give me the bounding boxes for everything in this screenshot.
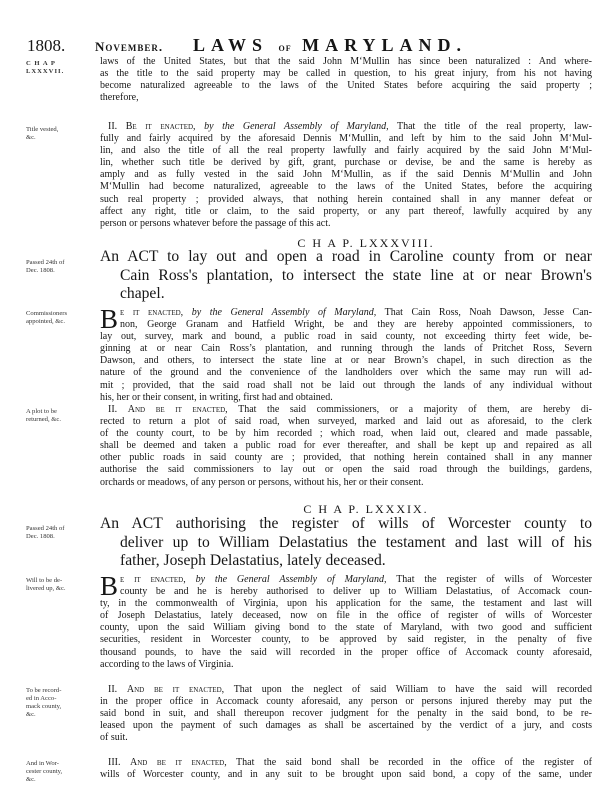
paragraph-section-2 [100, 684, 592, 744]
paragraph-section-3 [100, 757, 592, 781]
text-line: of Joseph Delastatius, lately deceased, now on file in the office of register of wills of Worcester [100, 610, 592, 622]
margin-note [26, 310, 94, 326]
text-line: therefore, [100, 92, 139, 104]
running-title [193, 35, 467, 56]
text-line: person or persons whatever before the passage of this act. [100, 217, 331, 229]
margin-note-line: &c. [26, 711, 36, 718]
text-run: III. [108, 757, 131, 768]
margin-note-line: LXXXVII. [26, 68, 65, 75]
text-line [100, 684, 592, 696]
text-line: according to the laws of Virginia. [100, 658, 234, 670]
text-line: other public roads in said county are ; provided, that nothing herein contained shall in any manner [100, 452, 592, 464]
text-line: county, upon the said William giving bond to the state of Maryland, with two good and sufficient [100, 622, 592, 634]
text-line: of the county court, to be by him recorded ; which road, when laid out, cleared and made passable, [100, 428, 592, 440]
margin-note-line: Will to be de- [26, 577, 63, 584]
margin-note [26, 60, 94, 76]
text-run: That the said bond shall be recorded in the office of the register of [226, 757, 593, 768]
text-line: authorise the said commissioners to lay out or open the said road through the buildings, gardens, [100, 464, 592, 476]
act-title-line: An ACT authorising the register of wills of Worcester county to [100, 515, 592, 532]
assembly-phrase: by the General Assembly of Maryland, [191, 307, 377, 318]
enacting-clause: e it enacted, [120, 307, 192, 318]
act-title [100, 515, 592, 571]
enacting-clause: e it enacted, [120, 574, 196, 585]
margin-note-line: cester county, [26, 768, 63, 775]
title-part: MARYLAND. [291, 35, 467, 55]
enacting-clause: And be it enacted, [127, 404, 228, 415]
margin-note-line: ed in Acco- [26, 695, 57, 702]
text-run: II. [108, 404, 128, 415]
paragraph-section-2 [100, 121, 592, 230]
text-line: thousand pounds, to have the said will recorded in the proper office of Accomack county aforesaid, [100, 646, 592, 658]
text-line: fully and fairly acquired by the aforesaid Dennis M‘Mullin, and left by him to the said John M‘Mul- [100, 133, 592, 145]
chapter-heading: C H A P. LXXXIX. [303, 502, 429, 516]
act-title-line: father, Joseph Delastatius, lately deceased. [120, 552, 386, 570]
margin-note-line: Dec. 1808. [26, 267, 55, 274]
text-line: nature of the ground and the convenience of the landholders over which the same may run will ad- [100, 367, 592, 379]
text-line: in the proper office in Accomack county aforesaid, any person or persons injured thereby may put the [100, 696, 592, 708]
text-line: lay out, survey, mark and bound, a public road in said county, not exceeding thirty feet wide, be- [100, 331, 592, 343]
act-title-line: chapel. [120, 285, 165, 303]
text-line: said bond in suit, and shall thereupon recover judgment for the penalty in the said bond, to be re- [100, 708, 592, 720]
margin-note [26, 126, 94, 142]
chapter-heading: C H A P. LXXXVIII. [297, 236, 435, 250]
paragraph-continued [100, 56, 592, 104]
text-line [100, 121, 592, 133]
text-run: That the title of the real property, law- [388, 121, 592, 132]
margin-note-line: Passed 24th of [26, 259, 65, 266]
title-part: LAWS [193, 35, 279, 55]
enacting-clause: And be it enacted, [126, 684, 225, 695]
margin-note-line: livered up, &c. [26, 585, 66, 592]
margin-note [26, 577, 94, 593]
margin-note-line: appointed, &c. [26, 318, 66, 325]
enacting-clause: Be it enacted, [125, 121, 205, 132]
text-line: his, her or their consent, in writing, first had and obtained. [100, 391, 333, 403]
title-of: of [278, 42, 292, 54]
page-year: 1808. [27, 36, 66, 55]
paragraph-section-2 [100, 404, 592, 489]
margin-note-line: C H A P [26, 60, 56, 67]
paragraph-enacting [100, 304, 592, 404]
text-line: rected to return a plot of said road, when surveyed, marked and laid out as aforesaid, to the clerk [100, 416, 592, 428]
text-line [100, 404, 592, 416]
text-line: mit ; provided, that the said road shall not be laid out through the lands of any individual without [100, 379, 592, 391]
drop-cap: B [100, 304, 119, 334]
margin-note [26, 687, 94, 719]
text-run: II. [108, 121, 126, 132]
text-line: laws of the United States, but that the said John M‘Mullin has since been naturalized : And where- [100, 56, 592, 67]
margin-note [26, 760, 94, 784]
text-line: shall be deemed and taken a public road for ever thereafter, and shall be kept up and repaired as all [100, 440, 592, 452]
text-line: amply and as fully vested in the said John M‘Mullin, as if the said Dennis M‘Mullin and John [100, 169, 592, 181]
margin-note-line: mack county, [26, 703, 62, 710]
margin-note-line: Title vested, [26, 126, 59, 133]
text-line: M‘Mullin had become naturalized, agreeable to the laws of the United States, before the acquiring [100, 181, 592, 193]
margin-note-line: returned, &c. [26, 416, 61, 423]
text-line: lin, and also the title of all the real property lawfully and fairly acquired by the said John M‘Mul- [100, 145, 592, 157]
assembly-phrase: by the General Assembly of Maryland, [195, 574, 387, 585]
assembly-phrase: by the General Assembly of Maryland, [204, 121, 389, 132]
act-title-line: Cain Ross's plantation, to intersect the state line at or near Brown's [120, 266, 592, 284]
text-line [100, 757, 592, 769]
margin-note [26, 259, 94, 275]
paragraph-enacting [100, 571, 592, 671]
drop-cap: B [100, 571, 119, 601]
text-run: That the register of wills of Worcester [386, 574, 592, 585]
margin-note-line: Passed 24th of [26, 525, 65, 532]
act-title [100, 248, 592, 304]
margin-note-line: To be record- [26, 687, 62, 694]
margin-note-line: &c. [26, 134, 36, 141]
text-line: non, George Granam and Hatfield Wright, be and they are hereby appointed commissioners, to [120, 319, 592, 331]
text-line: ty, in the commonwealth of Virginia, upon his application for the same, the testament and last will [100, 598, 592, 610]
text-run: That upon the neglect of said William to have the said will recorded [224, 684, 592, 695]
page-month: November. [95, 39, 164, 54]
margin-note-line: Dec. 1808. [26, 533, 55, 540]
text-line: Dawson, and others, to intersect the state line at or near Brown’s chapel, in such direction as the [100, 355, 592, 367]
act-title-line: An ACT to lay out and open a road in Caroline county from or near [100, 248, 592, 265]
margin-note [26, 525, 94, 541]
text-line: as the title to the said property may be called in question, to his great injury, from his not having [100, 68, 592, 80]
text-run: That the said commissioners, or a majority of them, are hereby di- [227, 404, 592, 415]
text-line [100, 574, 592, 586]
text-line: leased upon the payment of such damages as shall be ascertained by the verdict of a jury, and costs [100, 720, 592, 732]
margin-note-line: &c. [26, 776, 36, 783]
text-line: securities, resident in Worcester county, to be approved by said register, in the penalty of five [100, 634, 592, 646]
margin-note-line: Commissioners [26, 310, 68, 317]
text-run: That Cain Ross, Noah Dawson, Jesse Can- [376, 307, 592, 318]
text-line: affect any right, title or claim, to the said property, or any part thereof, lawfully acquired by any [100, 205, 592, 217]
text-line: such real property ; provided always, that nothing herein contained shall in any manner defeat or [100, 193, 592, 205]
text-line: county be and he is hereby authorised to deliver up to William Delastatius, of Accomack coun- [120, 586, 592, 598]
text-line: wills of Worcester county, and in any suit to be brought upon said bond, a copy of the same, under [100, 769, 592, 781]
text-run: II. [108, 684, 127, 695]
text-line [100, 307, 592, 319]
text-line: orchards or meadows, of any person or persons, without his, her or their consent. [100, 476, 424, 488]
margin-note-line: And in Wor- [26, 760, 59, 767]
text-line: become naturalized agreeable to the laws of the United States before acquiring the said property ; [100, 80, 592, 92]
margin-note [26, 408, 94, 424]
text-line: lin, whether such title be derived by gift, grant, purchase or devise, be and the same is hereby as [100, 157, 592, 169]
text-line: of suit. [100, 732, 128, 744]
text-line: ginning at or near Cain Ross’s plantation, and running through the lands of Pritchet Ross, Severn [100, 343, 592, 355]
margin-note-line: A plot to be [26, 408, 57, 415]
act-title-line: deliver up to William Delastatius the testament and last will of his [120, 533, 592, 551]
enacting-clause: And be it enacted, [130, 757, 227, 768]
